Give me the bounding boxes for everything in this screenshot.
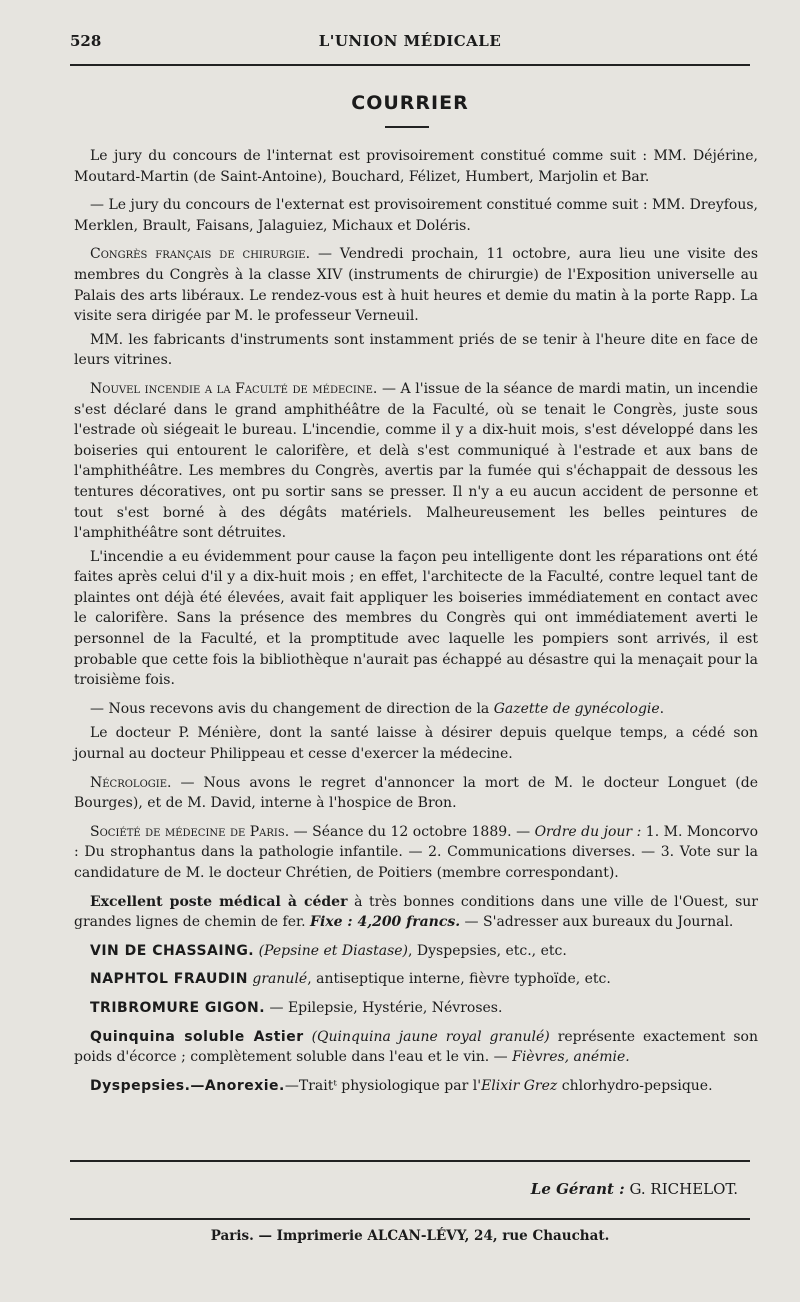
page-header [70,32,750,56]
header-rule [70,64,750,66]
imprint-line: Paris. — Imprimerie ALCAN-LÉVY, 24, rue Chauchat. [210,1228,610,1244]
title-underline [385,126,429,128]
paragraph-text: 1. M. Moncorvo : Du strophantus dans la pathologie infantile. — 2. Communications diverses. — 3. Vote sur la candidature de M. le docteur Chrétien, de Poitiers (membre correspondant). [74,823,758,881]
ad-tribromure [74,998,758,1019]
paragraph-incendie [74,379,758,544]
paragraph-text: — S'adresser aux bureaux du Journal. [460,914,734,931]
ad-text: représente exactement son poids d'écorce ; complètement soluble dans l'eau et le vin. — [74,1028,758,1066]
paragraph-societe [74,822,758,884]
paragraph-text: — A l'issue de la séance de mardi matin, un incendie s'est déclaré dans le grand amphithéâtre de la Faculté, où se tenait le Congrès, juste sous l'estrade où siégeait le bureau. L'incendie, comme il y a dix-huit mois, s'est développé dans les boiseries qui entourent le calorifère, et delà s'est communiqué à l'estrade et aux bans de l'amphithéâtre. Les membres du Congrès, avertis par la fumée qui s'échappait de dessous les tentures décoratives, ont pu sortir sans se presser. Il n'y a eu aucun accident de personne et tout s'est borné à des dégâts matériels. Malheureusement les belles peintures de l'amphithéâtre sont détruites. [74,380,759,542]
paragraph-text: — Nous recevons avis du changement de direction de la [90,700,494,717]
punctuation: . [659,700,665,717]
paragraph-lead: Congrès français de chirurgie. [90,246,311,263]
ad-text: — Epilepsie, Hystérie, Névroses. [265,999,503,1016]
ad-chassaing [74,941,758,962]
footer-rule-top [70,1160,750,1162]
ad-detail: Fièvres, anémie. [512,1049,630,1066]
ad-text: , antiseptique interne, fièvre typhoïde, etc. [307,971,611,988]
paragraph-lead: Société de médecine de Paris. [90,823,290,840]
paragraph-poste-medical [74,892,758,933]
ad-detail: (Pepsine et Diastase) [258,942,409,959]
paragraph-incendie-cause: L'incendie a eu évidemment pour cause la façon peu intelligente dont les réparations ont été faites après celui d'il y a dix-huit mois ; en effet, l'architecte de la Faculté, contre lequel tant de plaintes ont déjà été élevées, avait fait appliquer les boiseries immédiatement en contact avec le calorifère. Sans la présence des membres du Congrès qui ont immédiatement averti le personnel de la Faculté, et la promptitude avec laquelle les pompiers sont arrivés, il est probable que cette fois la bibliothèque n'aurait pas échappé au désastre qui la menaçait pour la troisième fois. [74,548,758,689]
signature-label: Le Gérant : [530,1180,625,1198]
ad-quinquina [74,1027,758,1068]
paragraph-lead: Excellent poste médical à céder [90,893,348,910]
paragraph-meniere: Le docteur P. Ménière, dont la santé laisse à désirer depuis quelque temps, a cédé son journal au docteur Philippeau et cesse d'exercer la médecine. [74,725,758,763]
paragraph-gazette [74,699,758,720]
ad-naphtol [74,969,758,990]
ad-text: —Traitᵗ physiologique par l' [284,1077,482,1094]
price: Fixe : 4,200 francs. [310,914,461,931]
paragraph-externat-jury: — Le jury du concours de l'externat est provisoirement constitué comme suit : MM. Dreyfous, Merklen, Brault, Faisans, Jalaguiez, Michaux et Doléris. [74,197,758,234]
ad-detail: (Quinquina jaune royal granulé) [311,1028,550,1045]
section-title: COURRIER [351,92,469,114]
ad-brand: VIN DE CHASSAING. [90,942,255,959]
paragraph-lead: Nécrologie. [90,774,172,791]
ad-text: chlorhydro-pepsique. [557,1077,713,1094]
paragraph-fabricants: MM. les fabricants d'instruments sont instamment priés de se tenir à l'heure dite en face de leurs vitrines. [74,331,758,369]
paragraph-lead: Nouvel incendie a la Faculté de médecine. [90,380,378,397]
running-title: L'UNION MÉDICALE [318,32,502,50]
paragraph-congres [74,244,758,326]
page-number: 528 [70,32,102,50]
ad-detail: granulé [252,971,308,988]
ad-brand: TRIBROMURE GIGON. [90,999,266,1016]
ordre-du-jour: Ordre du jour : [534,823,642,840]
paragraph-necrologie [74,773,758,814]
signature-name: G. RICHELOT. [629,1180,738,1198]
signature [531,1180,738,1198]
ad-brand: Dyspepsies.—Anorexie. [90,1077,285,1094]
paragraph-text: — Séance du 12 octobre 1889. — [289,823,535,840]
footer-rule-bottom [70,1218,750,1220]
ad-text: , Dyspepsies, etc., etc. [408,942,567,959]
ad-detail: Elixir Grez [481,1077,558,1094]
paragraph-text: — Vendredi prochain, 11 octobre, aura lieu une visite des membres du Congrès à la classe XIV (instruments de chirurgie) de l'Exposition universelle au Palais des arts libéraux. Le rendez-vous est à huit heures et demie du matin à la porte Rapp. La visite sera dirigée par M. le professeur Verneuil. [74,246,759,325]
ad-brand: NAPHTOL FRAUDIN [90,971,248,988]
ad-dyspepsies [74,1076,758,1097]
journal-title: Gazette de gynécologie [493,700,660,717]
paragraph-text: — Nous avons le regret d'annoncer la mort de M. le docteur Longuet (de Bourges), et de M. David, interne à l'hospice de Bron. [74,774,758,812]
paragraph-internat-jury: Le jury du concours de l'internat est provisoirement constitué comme suit : MM. Déjérine, Moutard-Martin (de Saint-Antoine), Bouchard, Félizet, Humbert, Marjolin et Bar. [74,148,758,185]
article-body [74,146,758,1104]
paragraph-text: à très bonnes conditions dans une ville de l'Ouest, sur grandes lignes de chemin de fer. [74,893,758,931]
ad-brand: Quinquina soluble Astier [90,1028,304,1045]
